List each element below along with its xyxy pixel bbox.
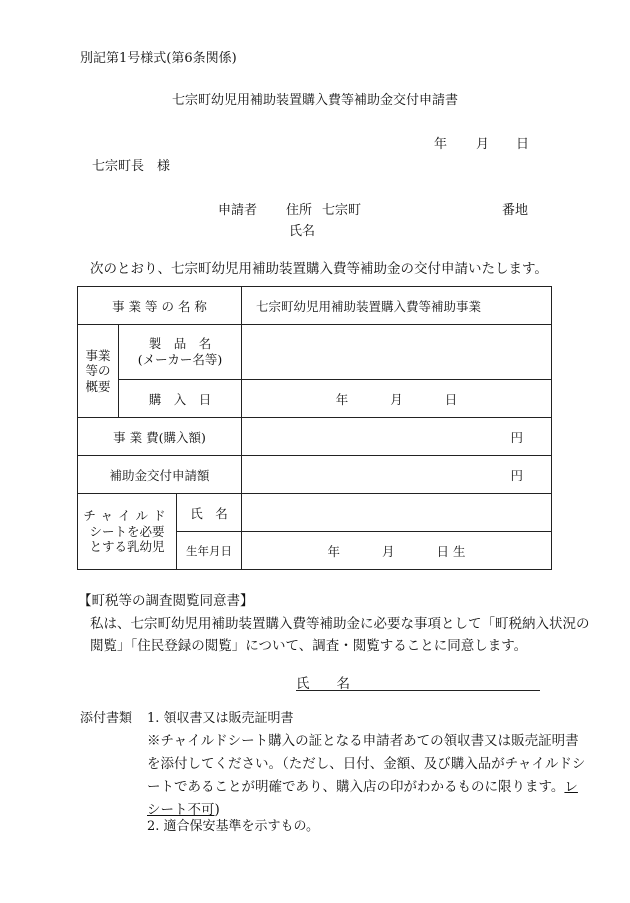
attachment-item-2: 2. 適合保安基準を示すもの。 (147, 819, 320, 834)
document-title: 七宗町幼児用補助装置購入費等補助金交付申請書 (171, 93, 458, 108)
purchase-date-label: 購 入 日 (119, 380, 242, 418)
consent-heading: 【町税等の調査閲覧同意書】 (78, 593, 254, 609)
address-label: 住所 (286, 203, 313, 218)
application-table (77, 286, 552, 570)
signature-line[interactable] (296, 690, 540, 691)
child-name-label: 氏 名 (177, 494, 242, 532)
date-year-label: 年 (434, 137, 448, 152)
signature-name-label: 氏 名 (296, 676, 350, 692)
product-name-label: 製 品 名 (メーカー名等) (119, 325, 242, 380)
date-day-label: 日 (516, 137, 530, 152)
table-row (78, 418, 552, 456)
applicant-label: 申請者 (218, 203, 258, 218)
table-row (78, 456, 552, 494)
table-row (78, 325, 552, 380)
product-name-value[interactable] (242, 325, 552, 380)
project-name-label: 事 業 等 の 名 称 (78, 287, 242, 325)
child-name-value[interactable] (242, 494, 552, 532)
intro-statement: 次のとおり、七宗町幼児用補助装置購入費等補助金の交付申請いたします。 (90, 261, 548, 277)
overview-label: 事業 等の 概要 (78, 325, 119, 418)
child-birthdate-value[interactable]: 年 月 日 生 (242, 532, 552, 570)
table-row (78, 287, 552, 325)
receipt-not-accepted: レシート不可 (147, 779, 578, 818)
consent-text: 私は、七宗町幼児用補助装置購入費等補助金に必要な事項として「町税納入状況の閲覧」「住民登録の閲覧」について、調査・閲覧することに同意します。 (90, 616, 590, 654)
attachment-note: ※チャイルドシート購入の証となる申請者あての領収書又は販売証明書を添付してください。（ただし、日付、金額、及び購入品がチャイルドシートであることが明確であり、購入店の印がわかるものに限ります。レシート不可) (147, 733, 586, 818)
attachment-item-1: 1. 領収書又は販売証明書 (147, 711, 294, 726)
addressee: 七宗町長 様 (92, 159, 171, 174)
attachments-heading: 添付書類 (80, 711, 133, 726)
child-label: チャイルド シートを必要 とする乳幼児 (78, 494, 177, 570)
address-town: 七宗町 (322, 203, 362, 218)
applicant-name-label: 氏名 (289, 224, 316, 239)
form-number-label: 別記第1号様式(第6条関係) (80, 51, 237, 66)
subsidy-amount-value[interactable]: 円 (242, 456, 552, 494)
purchase-date-value[interactable]: 年 月 日 (242, 380, 552, 418)
address-suffix: 番地 (502, 203, 529, 218)
subsidy-amount-label: 補助金交付申請額 (78, 456, 242, 494)
cost-label: 事 業 費(購入額) (78, 418, 242, 456)
project-name-value: 七宗町幼児用補助装置購入費等補助事業 (242, 287, 552, 325)
child-birthdate-label: 生年月日 (177, 532, 242, 570)
cost-value[interactable]: 円 (242, 418, 552, 456)
table-row (78, 494, 552, 532)
date-month-label: 月 (476, 137, 490, 152)
table-row (78, 380, 552, 418)
